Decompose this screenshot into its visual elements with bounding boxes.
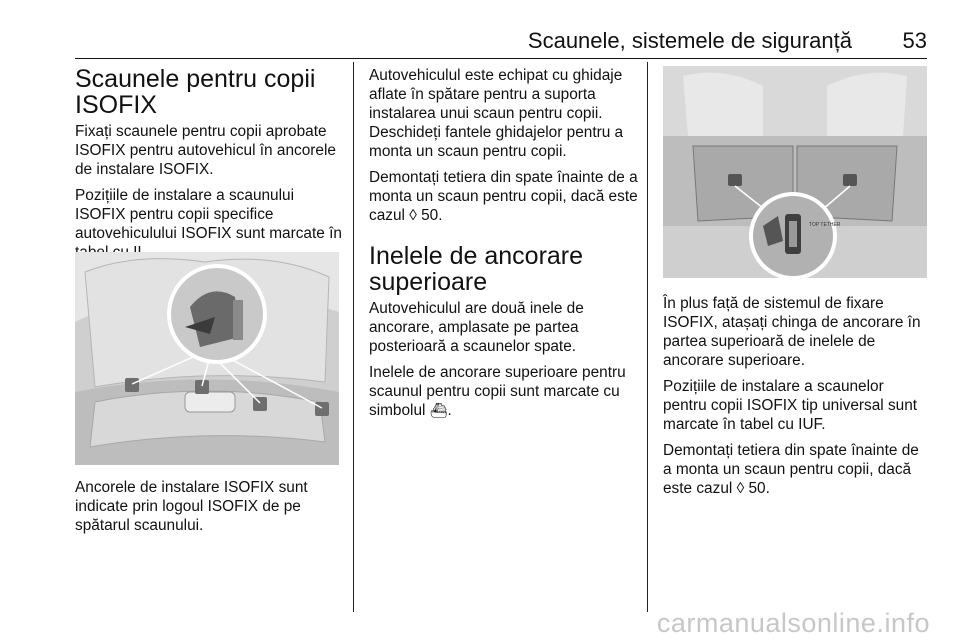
header-title: Scaunele, sistemele de siguranță xyxy=(527,28,852,53)
page-number: 53 xyxy=(902,28,927,53)
paragraph: În plus față de sistemul de fixare ISOFIX, atașați chinga de ancorare în partea superioară de inelele de ancorare superioare. xyxy=(663,295,921,369)
figure-caption: Ancorele de instalare ISOFIX sunt indicate prin logoul ISOFIX de pe spătarul scaunului. xyxy=(75,479,308,534)
column-1 xyxy=(75,66,343,269)
page-header xyxy=(75,20,927,60)
top-tether-photo-label: TOP TETHER xyxy=(809,222,841,228)
header-rule xyxy=(75,58,927,59)
column-divider xyxy=(647,62,648,612)
page-reference: ◊ 50. xyxy=(409,207,443,224)
paragraph: Autovehiculul este echipat cu ghidaje aflate în spătare pentru a suporta instalarea unui scaun pentru copii. Deschideți fantele ghidajelor pentru a monta un scaun pentru copii. xyxy=(369,67,624,160)
top-tether-symbol-icon: ⛴ xyxy=(429,402,448,418)
watermark: carmanualsonline.info xyxy=(656,608,930,638)
page-reference: ◊ 50. xyxy=(736,480,770,497)
column-2 xyxy=(369,66,639,427)
paragraph: Fixați scaunele pentru copii aprobate ISOFIX pentru autovehicul în ancorele de instalare ISOFIX. xyxy=(75,123,336,178)
section-heading-isofix: Scaunele pentru copii ISOFIX xyxy=(75,65,316,119)
paragraph: Autovehiculul are două inele de ancorare, amplasate pe partea posterioară a scaunelor spate. xyxy=(369,300,584,355)
paragraph: Demontați tetiera din spate înainte de a monta un scaun pentru copii, dacă este cazul ◊ 50. xyxy=(369,169,638,224)
section-heading-top-tether: Inelele de ancorare superioare xyxy=(369,242,584,296)
paragraph: Pozițiile de instalare a scaunului ISOFIX pentru copii specifice autovehiculului ISOFIX sunt marcate în xyxy=(75,187,342,242)
column-divider xyxy=(353,62,354,612)
top-tether-rings-photo xyxy=(663,66,927,278)
paragraph: Demontați tetiera din spate înainte de a monta un scaun pentru copii, dacă este cazul ◊ 50. xyxy=(663,442,919,497)
column-3 xyxy=(663,294,927,505)
paragraph: Pozițiile de instalare a scaunelor pentru copii ISOFIX tip universal sunt marcate în tabel cu IUF. xyxy=(663,378,918,433)
isofix-anchors-photo xyxy=(75,252,339,465)
paragraph: Inelele de ancorare superioare pentru scaunul pentru copii sunt marcate cu simbolul ⛴. xyxy=(369,364,626,419)
